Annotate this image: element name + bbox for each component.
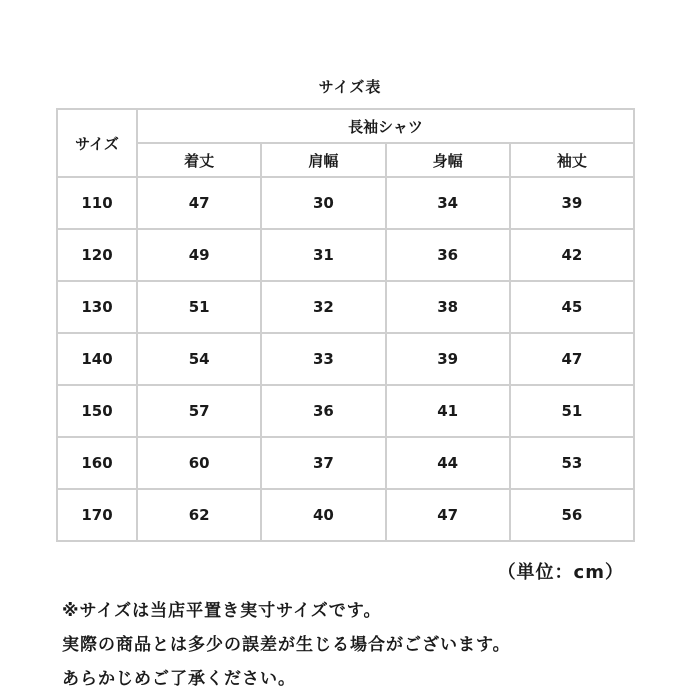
value-cell: 37 [261, 437, 385, 489]
size-cell: 140 [57, 333, 137, 385]
value-cell: 41 [386, 385, 510, 437]
column-header-length: 着丈 [137, 143, 261, 177]
size-cell: 160 [57, 437, 137, 489]
table-row [57, 281, 634, 333]
size-cell: 170 [57, 489, 137, 541]
size-cell: 120 [57, 229, 137, 281]
size-cell: 130 [57, 281, 137, 333]
value-cell: 38 [386, 281, 510, 333]
column-header-sleeve: 袖丈 [510, 143, 634, 177]
size-column-header: サイズ [57, 109, 137, 177]
value-cell: 32 [261, 281, 385, 333]
table-row [57, 333, 634, 385]
notes-block [62, 594, 682, 696]
column-header-shoulder: 肩幅 [261, 143, 385, 177]
value-cell: 51 [510, 385, 634, 437]
value-cell: 47 [386, 489, 510, 541]
value-cell: 42 [510, 229, 634, 281]
value-cell: 47 [137, 177, 261, 229]
value-cell: 60 [137, 437, 261, 489]
value-cell: 40 [261, 489, 385, 541]
size-cell: 150 [57, 385, 137, 437]
table-row [57, 437, 634, 489]
note-line: 実際の商品とは多少の誤差が生じる場合がございます。 [62, 635, 511, 655]
value-cell: 30 [261, 177, 385, 229]
value-cell: 56 [510, 489, 634, 541]
table-row [57, 229, 634, 281]
value-cell: 33 [261, 333, 385, 385]
value-cell: 36 [386, 229, 510, 281]
table-row [57, 489, 634, 541]
value-cell: 44 [386, 437, 510, 489]
note-line: あらかじめご了承ください。 [62, 669, 296, 689]
value-cell: 34 [386, 177, 510, 229]
value-cell: 53 [510, 437, 634, 489]
table-row [57, 385, 634, 437]
value-cell: 31 [261, 229, 385, 281]
column-header-width: 身幅 [386, 143, 510, 177]
table-row [57, 177, 634, 229]
value-cell: 36 [261, 385, 385, 437]
value-cell: 39 [386, 333, 510, 385]
garment-group-header: 長袖シャツ [137, 109, 634, 143]
value-cell: 49 [137, 229, 261, 281]
size-cell: 110 [57, 177, 137, 229]
value-cell: 45 [510, 281, 634, 333]
note-line: ※サイズは当店平置き実寸サイズです。 [62, 601, 382, 621]
value-cell: 39 [510, 177, 634, 229]
size-chart-table [56, 108, 635, 542]
value-cell: 54 [137, 333, 261, 385]
value-cell: 57 [137, 385, 261, 437]
page-title: サイズ表 [318, 78, 382, 96]
value-cell: 62 [137, 489, 261, 541]
value-cell: 47 [510, 333, 634, 385]
value-cell: 51 [137, 281, 261, 333]
unit-label: （単位：cm） [497, 562, 624, 583]
